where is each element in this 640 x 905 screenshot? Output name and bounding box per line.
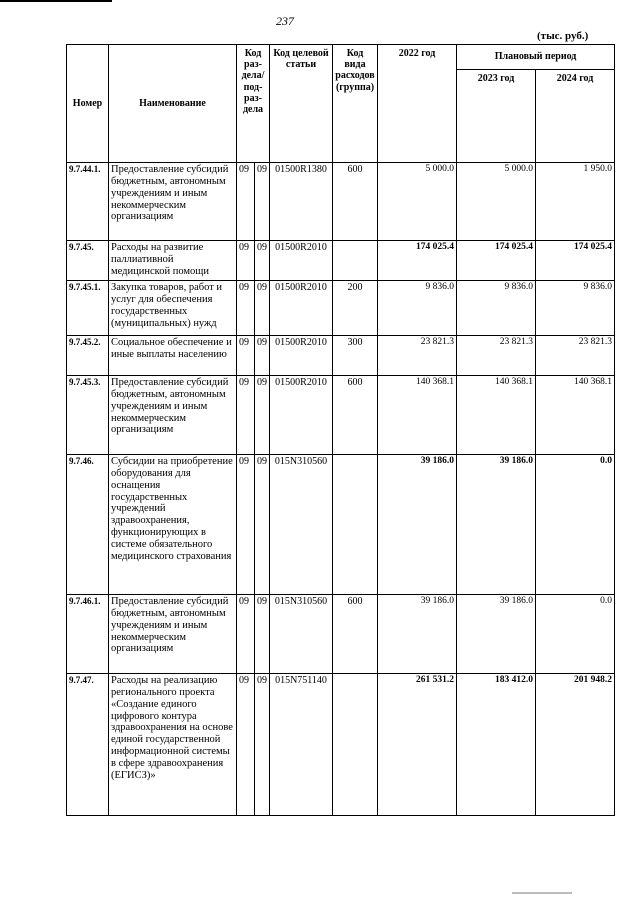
row-value-2022: 23 821.3 [378, 336, 457, 376]
units-label: (тыс. руб.) [537, 30, 589, 42]
row-value-2022: 140 368.1 [378, 376, 457, 455]
row-value-2024: 0.0 [536, 455, 615, 595]
table-row [67, 336, 615, 376]
row-value-2023: 174 025.4 [457, 241, 536, 281]
row-vid-rashodov [333, 241, 378, 281]
row-podrazdel: 09 [255, 595, 270, 674]
row-nomer: 9.7.46. [67, 455, 109, 595]
row-value-2022: 39 186.0 [378, 595, 457, 674]
header-planovy-period: Плановый период [457, 45, 615, 70]
row-value-2024: 0.0 [536, 595, 615, 674]
row-razdel: 09 [237, 241, 255, 281]
row-name: Предоставление субсидий бюджетным, автономным учреждениям и иным некоммерческим организациям [109, 595, 237, 674]
row-razdel: 09 [237, 595, 255, 674]
table-row [67, 674, 615, 816]
row-tselevaya: 01500R2010 [270, 336, 333, 376]
row-value-2022: 261 531.2 [378, 674, 457, 816]
row-vid-rashodov: 600 [333, 163, 378, 241]
row-razdel: 09 [237, 336, 255, 376]
header-vid-rashodov: Код вида расходов (группа) [333, 45, 378, 163]
row-value-2024: 1 950.0 [536, 163, 615, 241]
table-row [67, 281, 615, 336]
table-row [67, 455, 615, 595]
header-razdel: Код раз- дела/ под- раз- дела [237, 45, 270, 163]
row-name: Субсидии на приобретение оборудования для оснащения государственных учреждений здравоохранения, функционирующих в системе обязательного медицинского страхования [109, 455, 237, 595]
row-podrazdel: 09 [255, 455, 270, 595]
row-tselevaya: 015N751140 [270, 674, 333, 816]
table-row [67, 376, 615, 455]
table-body [67, 163, 615, 816]
row-value-2023: 39 186.0 [457, 455, 536, 595]
page-number: 237 [276, 14, 294, 28]
row-razdel: 09 [237, 455, 255, 595]
row-vid-rashodov [333, 455, 378, 595]
row-value-2022: 9 836.0 [378, 281, 457, 336]
row-tselevaya: 01500R2010 [270, 281, 333, 336]
row-value-2022: 174 025.4 [378, 241, 457, 281]
row-tselevaya: 01500R1380 [270, 163, 333, 241]
row-nomer: 9.7.45.2. [67, 336, 109, 376]
row-nomer: 9.7.45.3. [67, 376, 109, 455]
row-podrazdel: 09 [255, 241, 270, 281]
table-row [67, 163, 615, 241]
row-value-2022: 5 000.0 [378, 163, 457, 241]
row-vid-rashodov: 600 [333, 595, 378, 674]
row-podrazdel: 09 [255, 163, 270, 241]
row-value-2023: 39 186.0 [457, 595, 536, 674]
row-vid-rashodov: 300 [333, 336, 378, 376]
row-podrazdel: 09 [255, 674, 270, 816]
row-nomer: 9.7.47. [67, 674, 109, 816]
header-tselevaya: Код целевой статьи [270, 45, 333, 163]
row-name: Предоставление субсидий бюджетным, автономным учреждениям и иным некоммерческим организациям [109, 163, 237, 241]
row-nomer: 9.7.45. [67, 241, 109, 281]
row-value-2023: 183 412.0 [457, 674, 536, 816]
row-nomer: 9.7.46.1. [67, 595, 109, 674]
row-value-2023: 23 821.3 [457, 336, 536, 376]
row-vid-rashodov [333, 674, 378, 816]
header-naimenovanie: Наименование [109, 45, 237, 163]
top-rule [0, 0, 112, 2]
row-name: Расходы на развитие паллиативной медицинской помощи [109, 241, 237, 281]
row-tselevaya: 01500R2010 [270, 241, 333, 281]
row-value-2023: 5 000.0 [457, 163, 536, 241]
row-nomer: 9.7.44.1. [67, 163, 109, 241]
budget-table [66, 44, 615, 816]
row-tselevaya: 015N310560 [270, 595, 333, 674]
row-tselevaya: 01500R2010 [270, 376, 333, 455]
row-podrazdel: 09 [255, 281, 270, 336]
row-value-2023: 140 368.1 [457, 376, 536, 455]
row-name: Закупка товаров, работ и услуг для обеспечения государственных (муниципальных) нужд [109, 281, 237, 336]
header-nomer: Номер [67, 45, 109, 163]
row-tselevaya: 015N310560 [270, 455, 333, 595]
row-value-2024: 9 836.0 [536, 281, 615, 336]
header-2023: 2023 год [457, 70, 536, 163]
row-value-2023: 9 836.0 [457, 281, 536, 336]
header-2022: 2022 год [378, 45, 457, 163]
row-name: Предоставление субсидий бюджетным, автономным учреждениям и иным некоммерческим организациям [109, 376, 237, 455]
row-value-2024: 140 368.1 [536, 376, 615, 455]
row-vid-rashodov: 600 [333, 376, 378, 455]
table-row [67, 595, 615, 674]
row-razdel: 09 [237, 163, 255, 241]
row-razdel: 09 [237, 376, 255, 455]
row-podrazdel: 09 [255, 336, 270, 376]
row-name: Социальное обеспечение и иные выплаты населению [109, 336, 237, 376]
row-podrazdel: 09 [255, 376, 270, 455]
row-value-2022: 39 186.0 [378, 455, 457, 595]
table-row [67, 241, 615, 281]
scan-mark [512, 892, 572, 894]
row-razdel: 09 [237, 674, 255, 816]
row-value-2024: 174 025.4 [536, 241, 615, 281]
row-name: Расходы на реализацию регионального проекта «Создание единого цифрового контура здравоохранения на основе единой государственной информационной системы в сфере здравоохранения (ЕГИСЗ)» [109, 674, 237, 816]
row-value-2024: 201 948.2 [536, 674, 615, 816]
header-2024: 2024 год [536, 70, 615, 163]
row-nomer: 9.7.45.1. [67, 281, 109, 336]
row-razdel: 09 [237, 281, 255, 336]
row-vid-rashodov: 200 [333, 281, 378, 336]
row-value-2024: 23 821.3 [536, 336, 615, 376]
